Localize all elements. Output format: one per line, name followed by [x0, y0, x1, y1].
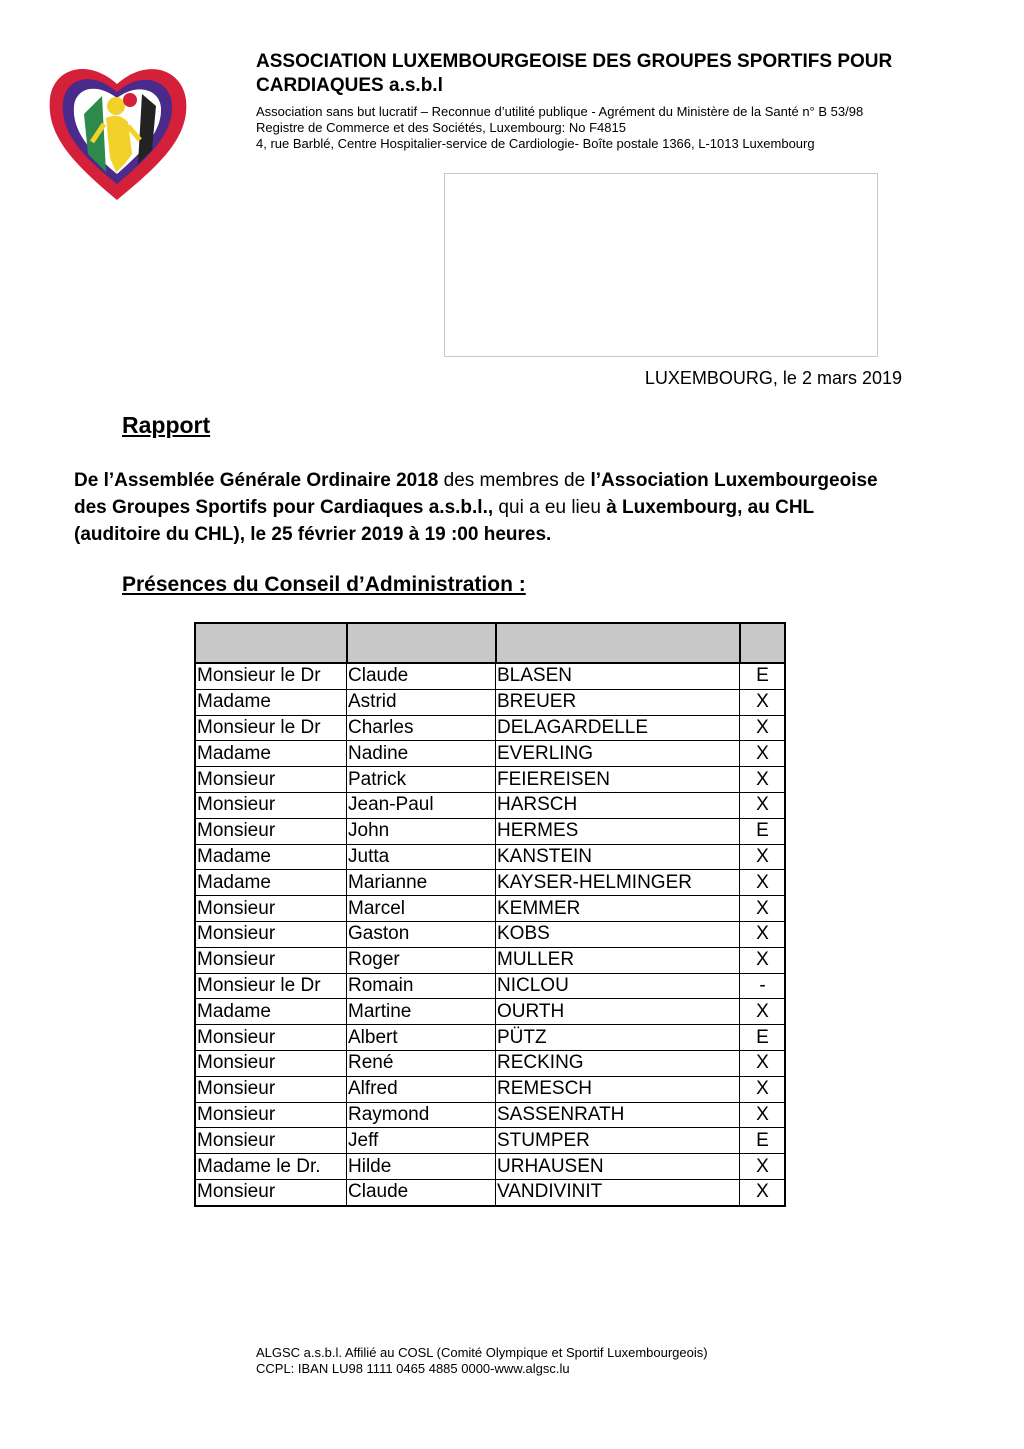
table-row — [195, 870, 785, 896]
document-title: Rapport — [122, 412, 211, 438]
member-first-name: Jeff — [347, 1128, 496, 1154]
intro-part-4: qui a eu lieu — [493, 497, 607, 518]
member-first-name: Raymond — [347, 1102, 496, 1128]
member-status: X — [740, 999, 786, 1025]
table-row — [195, 1128, 785, 1154]
org-name-line2: CARDIAQUES a.s.b.l — [256, 75, 443, 96]
table-row — [195, 1076, 785, 1102]
member-last-name: OURTH — [496, 999, 740, 1025]
intro-part-2: des membres de — [438, 470, 591, 491]
member-first-name: Martine — [347, 999, 496, 1025]
member-first-name: Charles — [347, 715, 496, 741]
member-first-name: Jutta — [347, 844, 496, 870]
member-title: Monsieur — [195, 767, 347, 793]
member-first-name: Alfred — [347, 1076, 496, 1102]
table-row — [195, 921, 785, 947]
member-status: X — [740, 741, 786, 767]
member-status: X — [740, 1102, 786, 1128]
member-last-name: HARSCH — [496, 792, 740, 818]
letterhead — [256, 50, 976, 152]
member-title: Monsieur — [195, 1102, 347, 1128]
member-status: E — [740, 663, 786, 689]
member-status: E — [740, 1025, 786, 1051]
member-title: Madame — [195, 870, 347, 896]
intro-part-1: De l’Assemblée Générale Ordinaire 2018 — [74, 470, 439, 491]
member-first-name: Hilde — [347, 1154, 496, 1180]
table-header-row — [195, 623, 785, 663]
member-title: Madame — [195, 844, 347, 870]
member-last-name: SASSENRATH — [496, 1102, 740, 1128]
member-title: Monsieur — [195, 947, 347, 973]
org-meta — [256, 104, 976, 152]
member-title: Madame — [195, 741, 347, 767]
table-row — [195, 999, 785, 1025]
table-row — [195, 844, 785, 870]
table-row — [195, 1050, 785, 1076]
member-last-name: RECKING — [496, 1050, 740, 1076]
member-title: Monsieur — [195, 818, 347, 844]
member-first-name: Romain — [347, 973, 496, 999]
member-last-name: NICLOU — [496, 973, 740, 999]
member-title: Madame le Dr. — [195, 1154, 347, 1180]
header-cell — [740, 623, 786, 663]
member-status: X — [740, 1050, 786, 1076]
presence-table-body — [195, 663, 785, 1206]
member-status: X — [740, 870, 786, 896]
member-first-name: Albert — [347, 1025, 496, 1051]
member-last-name: STUMPER — [496, 1128, 740, 1154]
member-title: Monsieur le Dr — [195, 715, 347, 741]
member-first-name: Patrick — [347, 767, 496, 793]
member-first-name: Astrid — [347, 689, 496, 715]
member-last-name: URHAUSEN — [496, 1154, 740, 1180]
member-title: Monsieur — [195, 1025, 347, 1051]
table-row — [195, 792, 785, 818]
member-status: E — [740, 1128, 786, 1154]
date-line: LUXEMBOURG, le 2 mars 2019 — [644, 368, 902, 388]
intro-paragraph — [74, 467, 894, 548]
member-last-name: REMESCH — [496, 1076, 740, 1102]
section-title: Présences du Conseil d’Administration : — [122, 573, 526, 596]
member-last-name: DELAGARDELLE — [496, 715, 740, 741]
heart-logo-icon — [44, 54, 190, 204]
member-last-name: BREUER — [496, 689, 740, 715]
org-meta-line2: Registre de Commerce et des Sociétés, Luxembourg: No F4815 — [256, 120, 626, 135]
member-status: X — [740, 896, 786, 922]
table-row — [195, 896, 785, 922]
member-status: X — [740, 1154, 786, 1180]
member-last-name: VANDIVINIT — [496, 1179, 740, 1205]
intro-part-5: à Luxembourg, au CHL (auditoire du CHL), le 25 février 2019 à 19 :00 heures. — [74, 497, 814, 545]
member-last-name: KAYSER-HELMINGER — [496, 870, 740, 896]
member-status: E — [740, 818, 786, 844]
member-last-name: MULLER — [496, 947, 740, 973]
table-row — [195, 689, 785, 715]
member-status: X — [740, 1076, 786, 1102]
header-cell — [347, 623, 496, 663]
org-name-line1: ASSOCIATION LUXEMBOURGEOISE DES GROUPES SPORTIFS POUR — [256, 51, 893, 72]
member-title: Monsieur — [195, 792, 347, 818]
member-title: Madame — [195, 999, 347, 1025]
table-row — [195, 973, 785, 999]
member-first-name: Nadine — [347, 741, 496, 767]
member-title: Monsieur — [195, 1050, 347, 1076]
member-status: X — [740, 689, 786, 715]
header-cell — [496, 623, 740, 663]
member-status: X — [740, 921, 786, 947]
member-status: X — [740, 844, 786, 870]
member-title: Monsieur — [195, 921, 347, 947]
table-row — [195, 767, 785, 793]
header-cell — [195, 623, 347, 663]
table-row — [195, 1102, 785, 1128]
member-status: X — [740, 767, 786, 793]
member-status: X — [740, 1179, 786, 1205]
member-status: X — [740, 947, 786, 973]
member-last-name: KANSTEIN — [496, 844, 740, 870]
member-first-name: Roger — [347, 947, 496, 973]
table-row — [195, 663, 785, 689]
footer — [256, 1345, 708, 1377]
footer-line1: ALGSC a.s.b.l. Affilié au COSL (Comité Olympique et Sportif Luxembourgeois) — [256, 1345, 708, 1360]
member-first-name: Claude — [347, 1179, 496, 1205]
member-first-name: Marianne — [347, 870, 496, 896]
member-last-name: KOBS — [496, 921, 740, 947]
member-status: X — [740, 715, 786, 741]
member-title: Madame — [195, 689, 347, 715]
member-first-name: Claude — [347, 663, 496, 689]
member-first-name: René — [347, 1050, 496, 1076]
member-status: X — [740, 792, 786, 818]
table-row — [195, 715, 785, 741]
table-row — [195, 1025, 785, 1051]
member-title: Monsieur le Dr — [195, 663, 347, 689]
member-status: - — [740, 973, 786, 999]
member-first-name: Gaston — [347, 921, 496, 947]
org-meta-line3: 4, rue Barblé, Centre Hospitalier-service de Cardiologie- Boîte postale 1366, L-1013 Luxembourg — [256, 136, 815, 151]
member-last-name: KEMMER — [496, 896, 740, 922]
footer-line2: CCPL: IBAN LU98 1111 0465 4885 0000-www.algsc.lu — [256, 1361, 570, 1376]
member-last-name: FEIEREISEN — [496, 767, 740, 793]
table-row — [195, 1154, 785, 1180]
table-row — [195, 1179, 785, 1205]
member-title: Monsieur le Dr — [195, 973, 347, 999]
member-title: Monsieur — [195, 1128, 347, 1154]
address-box — [444, 173, 878, 357]
member-last-name: EVERLING — [496, 741, 740, 767]
member-title: Monsieur — [195, 896, 347, 922]
member-first-name: Marcel — [347, 896, 496, 922]
intro-part-3: l’Association Luxembourgeoise des Groupes Sportifs pour Cardiaques a.s.b.l., — [74, 470, 878, 518]
member-title: Monsieur — [195, 1179, 347, 1205]
member-last-name: HERMES — [496, 818, 740, 844]
org-name — [256, 50, 976, 98]
table-row — [195, 741, 785, 767]
presence-table — [194, 622, 786, 1207]
member-last-name: PÜTZ — [496, 1025, 740, 1051]
table-row — [195, 818, 785, 844]
member-last-name: BLASEN — [496, 663, 740, 689]
member-first-name: Jean-Paul — [347, 792, 496, 818]
member-first-name: John — [347, 818, 496, 844]
org-meta-line1: Association sans but lucratif – Reconnue d’utilité publique - Agrément du Ministère de la Santé n° B 53/98 — [256, 104, 864, 119]
table-row — [195, 947, 785, 973]
member-title: Monsieur — [195, 1076, 347, 1102]
